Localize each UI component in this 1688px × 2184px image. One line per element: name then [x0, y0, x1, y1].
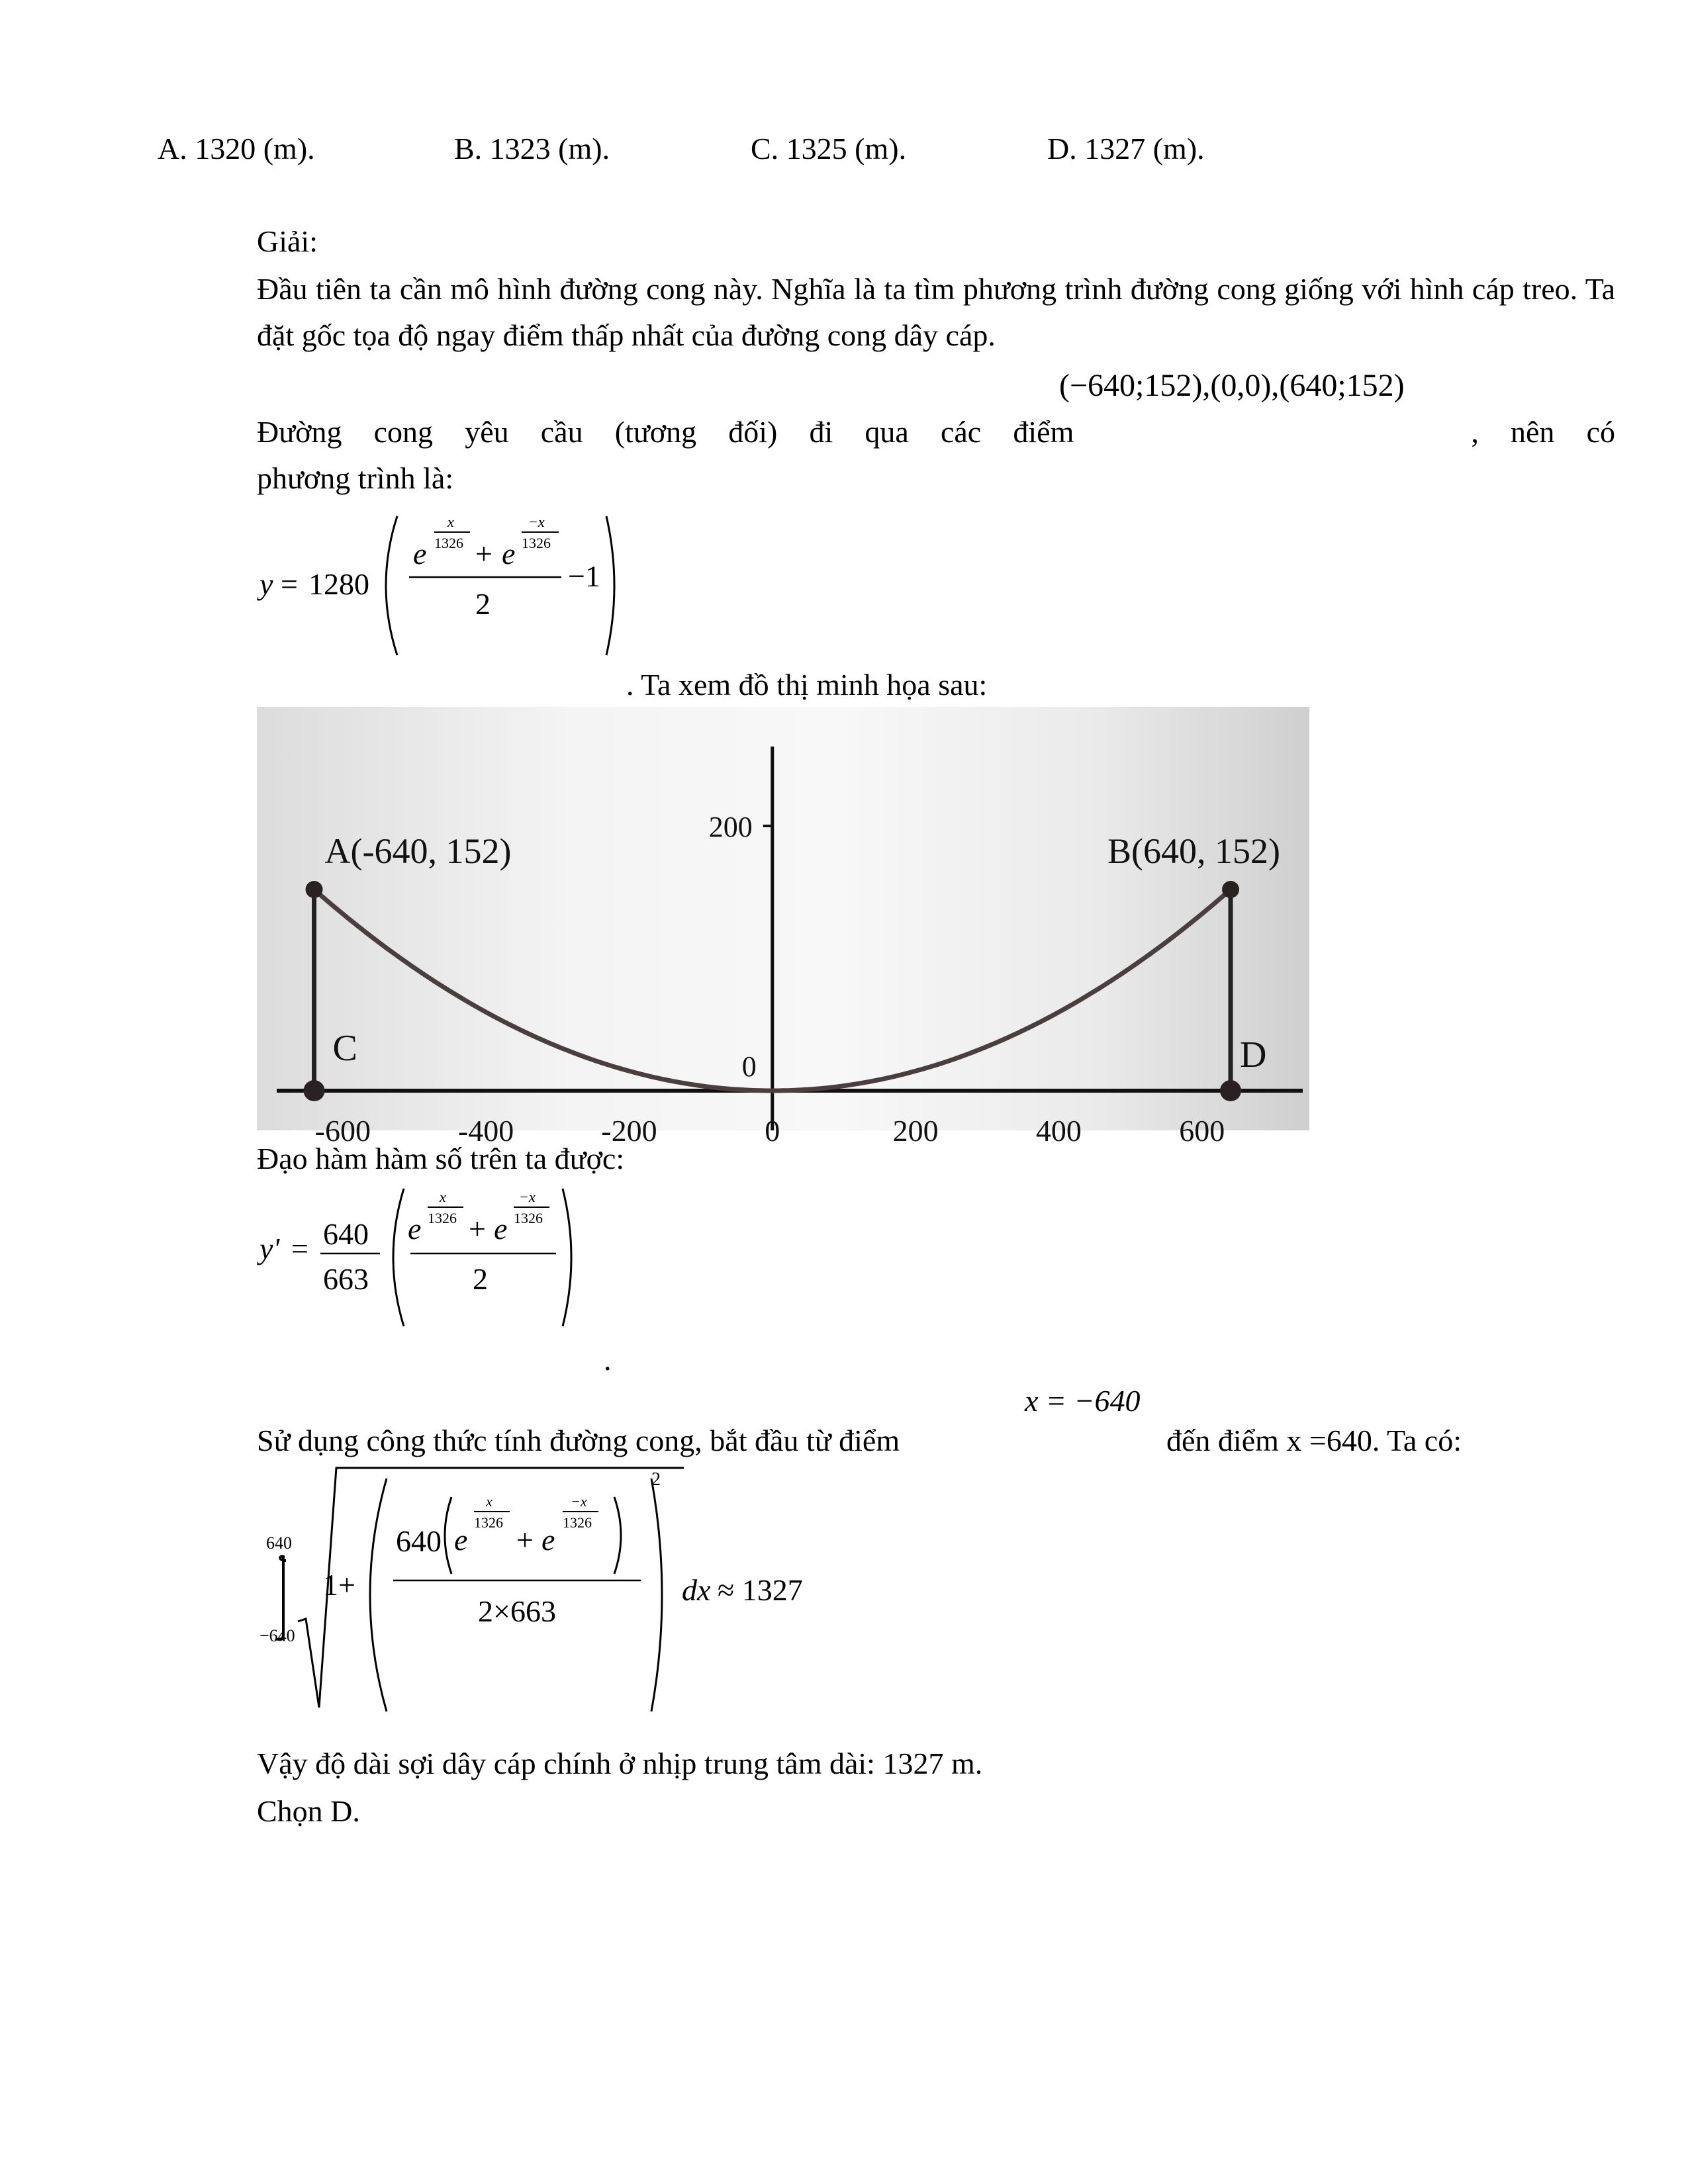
- eq2-exp-num2: −x: [519, 1189, 536, 1205]
- eq3-outer-right-paren: [651, 1479, 662, 1711]
- eq3-e1: e: [454, 1523, 468, 1557]
- eq3-e2: e: [541, 1523, 555, 1557]
- x-tick-label: -600: [314, 1114, 371, 1148]
- eq3-upper-limit: 640: [266, 1533, 292, 1553]
- eq1-exp-num1: x: [447, 514, 454, 530]
- eq2-e2: e: [494, 1212, 508, 1246]
- eq2-exp-den1: 1326: [428, 1210, 457, 1226]
- eq1-plus: +: [475, 537, 492, 570]
- point-b-label: B(640, 152): [1107, 831, 1281, 871]
- eq3-lower-limit: −640: [259, 1626, 295, 1645]
- y-tick-label: 200: [708, 811, 753, 843]
- eq3-power: 2: [651, 1469, 661, 1490]
- x-tick-label: 0: [765, 1114, 780, 1148]
- eq1-denominator: 2: [475, 587, 491, 621]
- eq1-right-paren: [606, 516, 614, 655]
- eq3-num: 640: [396, 1524, 442, 1558]
- eq3-den: 2×663: [478, 1594, 556, 1628]
- eq2-plus: +: [469, 1212, 486, 1246]
- graph-intro: . Ta xem đồ thị minh họa sau:: [626, 668, 988, 702]
- eq1-minus-one: −1: [568, 559, 600, 593]
- eq2-num: 640: [323, 1217, 369, 1251]
- eq1-e2: e: [502, 537, 516, 570]
- answer: Chọn D.: [257, 1794, 360, 1828]
- option-c: C. 1325 (m).: [751, 132, 907, 165]
- arc-length-start: Sử dụng công thức tính đường cong, bắt đầu từ điểm: [257, 1424, 900, 1457]
- arc-length-end: đến điểm x =640. Ta có:: [1166, 1424, 1462, 1457]
- conclusion: Vậy độ dài sợi dây cáp chính ở nhịp trung tâm dài: 1327 m.: [257, 1747, 983, 1780]
- paragraph-points-end: , nên có: [1471, 415, 1615, 449]
- eq1-coef: 1280: [308, 567, 369, 601]
- eq2-right-paren: [563, 1189, 571, 1326]
- option-d: D. 1327 (m).: [1047, 132, 1205, 165]
- eq3-exp-den2: 1326: [563, 1514, 592, 1531]
- eq1-e1: e: [413, 537, 427, 570]
- paragraph-intro: Đầu tiên ta cần mô hình đường cong này. Nghĩa là ta tìm phương trình đường cong giống với hình cáp treo. Ta đặt gốc tọa độ ngay điểm thấp nhất của đường cong dây cáp.: [257, 272, 1615, 352]
- paragraph-points-line2: phương trình là:: [257, 461, 454, 495]
- derivative-intro: Đạo hàm hàm số trên ta được:: [257, 1142, 625, 1175]
- eq1-exp-den1: 1326: [434, 535, 463, 551]
- x-tick-label: 600: [1179, 1114, 1225, 1148]
- eq2-exp-num1: x: [440, 1189, 446, 1205]
- eq3-inner-left-paren: [445, 1497, 451, 1574]
- eq3-outer-left-paren: [370, 1479, 387, 1711]
- x-start-formula: x = −640: [1025, 1384, 1141, 1418]
- eq2-e1: e: [408, 1212, 422, 1246]
- eq3-exp-den1: 1326: [474, 1514, 503, 1531]
- eq2-exp-den2: 1326: [514, 1210, 543, 1226]
- point-d-label: D: [1240, 1034, 1267, 1075]
- x-tick-label: 200: [892, 1114, 939, 1148]
- equation-derivative-svg: [257, 1185, 601, 1343]
- eq2-left-paren: [393, 1189, 404, 1326]
- x-tick-label: -400: [457, 1114, 514, 1148]
- eq3-one-plus: 1+: [323, 1568, 355, 1602]
- eq3-exp-num2: −x: [571, 1493, 587, 1510]
- x-tick-label: -200: [601, 1114, 657, 1148]
- eq2-denominator: 2: [473, 1262, 488, 1296]
- eq3-plus: +: [516, 1523, 534, 1557]
- paragraph-points: [257, 409, 1615, 455]
- equation-arc-length-svg: [257, 1463, 839, 1721]
- eq1-exp-num2: −x: [528, 514, 545, 530]
- point-a-label: A(-640, 152): [324, 831, 512, 871]
- eq2-equals: =: [291, 1232, 308, 1265]
- x-tick-label: 400: [1035, 1114, 1082, 1148]
- point-d: [1220, 1080, 1241, 1101]
- eq2-den: 663: [323, 1262, 369, 1296]
- solution-heading: Giải:: [257, 224, 318, 258]
- dot-end: .: [604, 1343, 612, 1377]
- origin-label: 0: [741, 1050, 757, 1083]
- eq3-approx: ≈ 1327: [718, 1573, 803, 1607]
- equation-arc-length: [257, 1463, 839, 1721]
- equation-catenary-svg: [257, 510, 628, 668]
- option-b: B. 1323 (m).: [454, 132, 610, 165]
- eq3-dx: dx: [682, 1573, 711, 1607]
- point-c: [304, 1080, 325, 1101]
- catenary-chart: [257, 707, 1309, 1148]
- option-a: A. 1320 (m).: [158, 132, 315, 165]
- eq1-left-paren: [386, 516, 397, 655]
- point-b: [1222, 881, 1239, 898]
- eq1-lhs: y: [259, 567, 273, 601]
- point-c-label: C: [332, 1028, 357, 1069]
- eq3-exp-num1: x: [486, 1493, 492, 1510]
- equation-derivative: [257, 1185, 601, 1343]
- eq3-inner-right-paren: [614, 1497, 621, 1574]
- point-a: [306, 881, 323, 898]
- points-formula: (−640;152),(0,0),(640;152): [1059, 368, 1405, 403]
- eq1-equals: =: [281, 567, 298, 601]
- paragraph-points-start: Đường cong yêu cầu (tương đối) đi qua các điểm: [257, 415, 1074, 449]
- eq1-exp-den2: 1326: [522, 535, 551, 551]
- eq2-lhs: y': [259, 1232, 280, 1265]
- equation-catenary: [257, 510, 628, 668]
- catenary-chart-svg: [257, 707, 1309, 1148]
